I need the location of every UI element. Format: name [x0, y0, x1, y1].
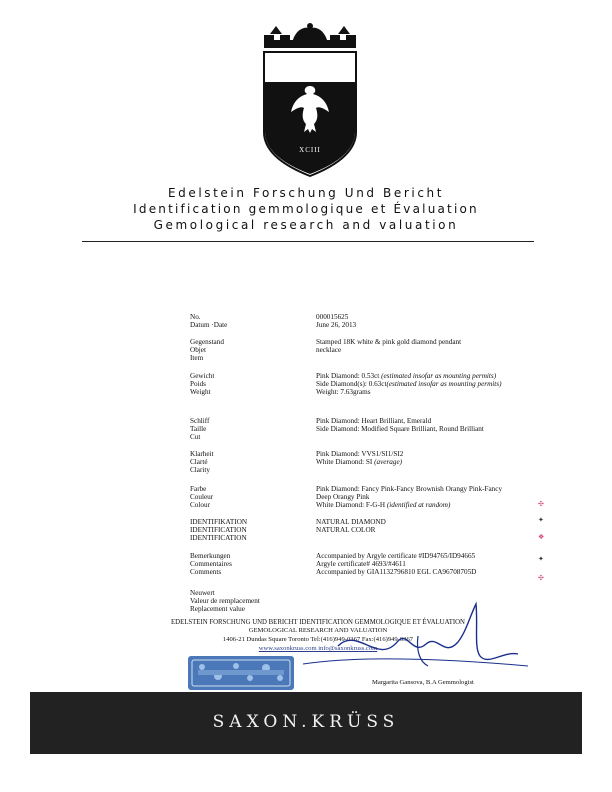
- label-comments-fr: Commentaires: [190, 560, 232, 568]
- header-title-french: Identification gemmologique et Évaluation: [133, 202, 479, 216]
- label-colour-de: Farbe: [190, 485, 207, 493]
- value-cut-side: Side Diamond: Modified Square Brilliant, Round Brilliant: [316, 425, 484, 433]
- pink-stamp-mark: ✣: [538, 500, 544, 508]
- footer-subtitle: GEMOLOGICAL RESEARCH AND VALUATION: [248, 627, 388, 634]
- label-comments-en: Comments: [190, 568, 222, 576]
- value-colour-white: White Diamond: F-G-H (identified at random): [316, 501, 451, 509]
- ink-mark: ✦: [538, 555, 544, 563]
- weight-note: (estimated insofar as mounting permits): [386, 380, 502, 388]
- value-clarity-pink: Pink Diamond: VVS1/SI1/SI2: [316, 450, 404, 458]
- label-cut-en: Cut: [190, 433, 201, 441]
- label-comments-de: Bemerkungen: [190, 552, 231, 560]
- footer-address: 1406-21 Dundas Square Toronto Tel:(416)949-0367 Fax:(416)949-0367: [222, 636, 414, 643]
- label-clarity-en: Clarity: [190, 466, 210, 474]
- label-clarity-fr: Clarté: [190, 458, 208, 466]
- clarity-note: (average): [374, 458, 403, 466]
- label-identification-en: IDENTIFICATION: [190, 534, 247, 542]
- label-value-en: Replacement value: [190, 605, 245, 613]
- label-value-fr: Valeur de remplacement: [190, 597, 260, 605]
- value-item: Stamped 18K white & pink gold diamond pendant: [316, 338, 462, 346]
- value-comments-2: Argyle certificate# 4693/#4611: [316, 560, 406, 568]
- label-colour-fr: Couleur: [190, 493, 214, 501]
- hologram-seal: [188, 656, 294, 690]
- label-item-de: Gegenstand: [190, 338, 224, 346]
- crest-logo: [262, 22, 358, 180]
- label-number: No.: [190, 313, 201, 321]
- value-colour-pink: Pink Diamond: Fancy Pink-Fancy Brownish Orangy Pink-Fancy: [316, 485, 503, 493]
- weight-note: (estimated insofar as mounting permits): [381, 372, 497, 380]
- ink-mark: ✦: [538, 516, 544, 524]
- label-identification-de: IDENTIFIKATION: [190, 518, 248, 526]
- header-title-german: Edelstein Forschung Und Bericht: [167, 186, 445, 200]
- crown-eagles-icon: [264, 23, 356, 48]
- label-identification-fr: IDENTIFICATION: [190, 526, 247, 534]
- label-cut-de: Schliff: [190, 417, 210, 425]
- value-identification: NATURAL DIAMOND: [316, 518, 386, 526]
- label-weight-en: Weight: [190, 388, 211, 396]
- pink-stamp-mark: ✣: [538, 574, 544, 582]
- value-item-cont: necklace: [316, 346, 342, 354]
- pink-stamp-mark: ❖: [538, 533, 545, 541]
- label-item-fr: Objet: [190, 346, 206, 354]
- header-divider: [82, 241, 534, 242]
- footer-company: EDELSTEIN FORSCHUNG UND BERICHT IDENTIFICATION GEMMOLOGIQUE ET ÉVALUATION: [171, 619, 465, 626]
- value-comments-1: Accompanied by Argyle certificate #ID94765/ID94665: [316, 552, 476, 560]
- label-colour-en: Colour: [190, 501, 210, 509]
- value-identification-color: NATURAL COLOR: [316, 526, 376, 534]
- signer-name: Margarita Gansova, B.A Gemmologist: [372, 679, 474, 686]
- label-item-en: Item: [190, 354, 204, 362]
- value-colour-pink-cont: Deep Orangy Pink: [316, 493, 370, 501]
- value-cut-pink: Pink Diamond: Heart Brilliant, Emerald: [316, 417, 432, 425]
- label-clarity-de: Klarheit: [190, 450, 214, 458]
- colour-note: (identified at random): [386, 501, 451, 509]
- header-title-english: Gemological research and valuation: [153, 218, 459, 232]
- value-weight-total: Weight: 7.63grams: [316, 388, 371, 396]
- signature: [298, 596, 538, 676]
- value-date: June 26, 2013: [316, 321, 357, 329]
- value-comments-3: Accompanied by GIA1132796810 EGL CA96708705D: [316, 568, 477, 576]
- label-cut-fr: Taille: [190, 425, 207, 433]
- value-number: 000015625: [316, 313, 349, 321]
- label-value-de: Neuwert: [190, 589, 215, 597]
- footer-website-link[interactable]: www.saxonkruss.com info@saxonkruss.com: [258, 645, 378, 652]
- label-weight-de: Gewicht: [190, 372, 215, 380]
- value-weight-side: Side Diamond(s): 0.63ct(estimated insofar as mounting permits): [316, 380, 502, 388]
- value-weight-pink: Pink Diamond: 0.53ct (estimated insofar as mounting permits): [316, 372, 497, 380]
- crest-numeral: XCIII: [299, 146, 321, 154]
- label-date: Datum ·Date: [190, 321, 228, 329]
- label-weight-fr: Poids: [190, 380, 206, 388]
- brand-banner: [30, 692, 582, 754]
- value-clarity-white: White Diamond: SI (average): [316, 458, 403, 466]
- brand-name: SAXON.KRÜSS: [212, 712, 400, 732]
